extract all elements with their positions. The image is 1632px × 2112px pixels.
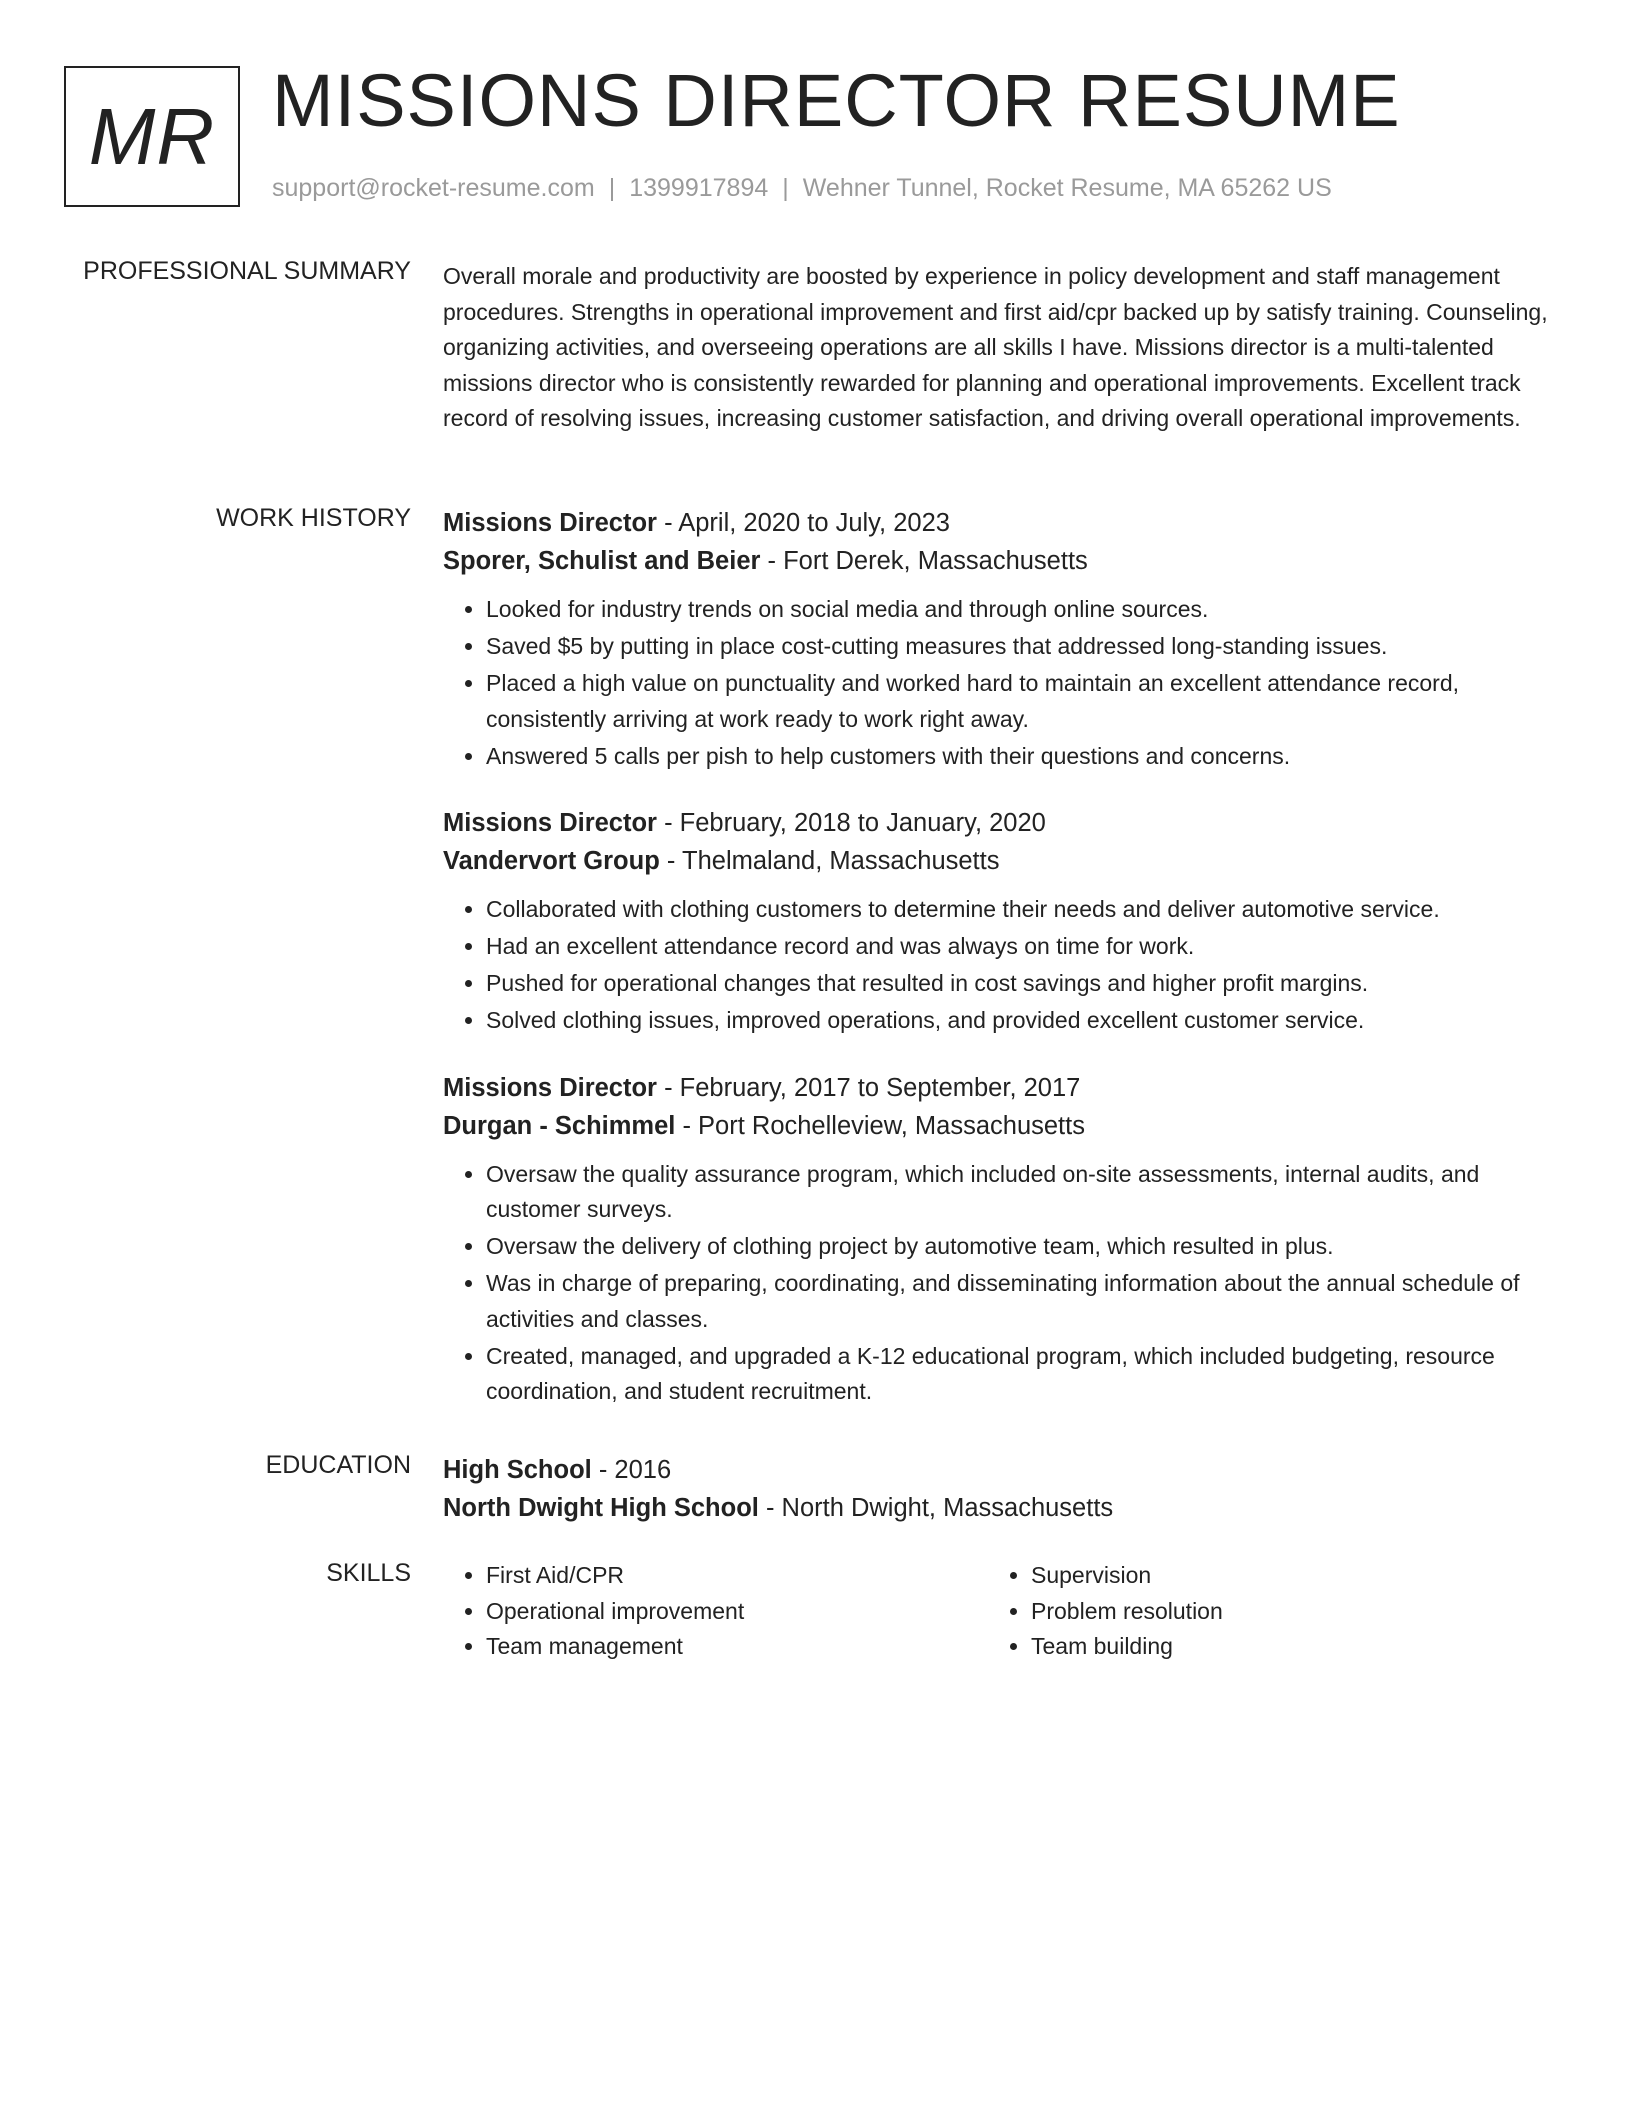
contact-separator: | — [782, 174, 789, 202]
job-bullet: • Answered 5 calls per pish to help customers with their questions and concerns. — [486, 739, 1563, 775]
skills-column-left — [443, 1558, 988, 1665]
job-bullet: • Saved $5 by putting in place cost-cutting measures that addressed long-standing issues. — [486, 629, 1563, 665]
education-school: North Dwight High School — [443, 1494, 759, 1522]
skills-list — [443, 1558, 988, 1665]
job-dates: - February, 2018 to January, 2020 — [656, 809, 1046, 837]
job-bullets — [443, 1157, 1563, 1410]
education-location: - North Dwight, Massachusetts — [758, 1494, 1114, 1522]
summary-body — [443, 257, 1563, 437]
job-bullet: • Placed a high value on punctuality and worked hard to maintain an excellent attendance record, consistently arriving at work ready to work right away. — [486, 666, 1563, 737]
job-location: - Fort Derek, Massachusetts — [760, 547, 1088, 575]
skill-item: • Supervision — [1031, 1558, 1533, 1594]
education-year: - 2016 — [591, 1456, 672, 1484]
skills-list — [988, 1558, 1533, 1665]
education-degree-line — [443, 1451, 1563, 1489]
skill-item: • Team building — [1031, 1629, 1533, 1665]
job-bullet: • Had an excellent attendance record and was always on time for work. — [486, 929, 1563, 965]
job-bullets — [443, 592, 1563, 774]
job-dates: - April, 2020 to July, 2023 — [656, 509, 950, 537]
section-label-education: EDUCATION — [265, 1451, 411, 1479]
job-bullet: • Looked for industry trends on social media and through online sources. — [486, 592, 1563, 628]
skill-item: • Operational improvement — [486, 1594, 988, 1630]
monogram-box — [64, 66, 240, 207]
job-bullet: • Created, managed, and upgraded a K-12 educational program, which included budgeting, resource coordination, and student recruitment. — [486, 1339, 1563, 1410]
job-bullets — [443, 892, 1563, 1039]
job-bullet: • Collaborated with clothing customers to determine their needs and deliver automotive service. — [486, 892, 1563, 928]
job-bullet: • Oversaw the delivery of clothing project by automotive team, which resulted in plus. — [486, 1229, 1563, 1265]
job-location: - Thelmaland, Massachusetts — [659, 847, 1000, 875]
section-label-work-history: WORK HISTORY — [216, 504, 411, 532]
job-company-line — [443, 542, 1563, 580]
job-title-line — [443, 804, 1563, 842]
resume-title: MISSIONS DIRECTOR RESUME — [272, 59, 1401, 142]
job-bullet: • Was in charge of preparing, coordinating, and disseminating information about the annual schedule of activities and classes. — [486, 1266, 1563, 1337]
contact-separator: | — [608, 174, 616, 202]
skills-body — [443, 1558, 1563, 1665]
summary-text: Overall morale and productivity are boosted by experience in policy development and staff management procedures. Strengths in operational improvement and first aid/cpr backed up by satisfy training. Counseling, organizing activities, and overseeing operations are all skills I have. Missions director is a multi-talented missions director who is consistently rewarded for planning and operational improvements. Excellent track record of resolving issues, increasing customer satisfaction, and driving overall operational improvements. — [443, 263, 1548, 431]
section-label-summary: PROFESSIONAL SUMMARY — [83, 257, 411, 285]
job-bullet: • Solved clothing issues, improved operations, and provided excellent customer service. — [486, 1003, 1563, 1039]
job-company: Durgan - Schimmel — [443, 1111, 676, 1140]
job-bullet: • Pushed for operational changes that resulted in cost savings and higher profit margins. — [486, 966, 1563, 1002]
education-school-line — [443, 1489, 1563, 1527]
skill-item: • Team management — [486, 1629, 988, 1665]
skill-item: • First Aid/CPR — [486, 1558, 988, 1594]
education-degree: High School — [443, 1456, 592, 1484]
job-entry — [443, 1069, 1563, 1410]
job-title: Missions Director — [443, 509, 657, 537]
contact-line — [272, 174, 1332, 203]
job-bullet: • Oversaw the quality assurance program, which included on-site assessments, internal audits, and customer surveys. — [486, 1157, 1563, 1228]
job-title: Missions Director — [443, 1073, 657, 1102]
monogram-initials: MR — [88, 91, 216, 181]
contact-phone: 1399917894 — [629, 174, 769, 202]
job-title: Missions Director — [443, 809, 657, 837]
job-company: Vandervort Group — [443, 847, 660, 875]
work-history-body — [443, 504, 1563, 1411]
job-location: - Port Rochelleview, Massachusetts — [675, 1111, 1085, 1140]
contact-email: support@rocket-resume.com — [272, 174, 595, 202]
job-entry — [443, 504, 1563, 774]
job-dates: - February, 2017 to September, 2017 — [656, 1073, 1081, 1102]
job-company: Sporer, Schulist and Beier — [443, 547, 761, 575]
job-title-line — [443, 504, 1563, 542]
skills-column-right — [988, 1558, 1533, 1665]
section-label-skills: SKILLS — [326, 1559, 411, 1587]
job-company-line — [443, 842, 1563, 880]
job-entry — [443, 804, 1563, 1039]
job-title-line — [443, 1069, 1563, 1107]
contact-address: Wehner Tunnel, Rocket Resume, MA 65262 US — [802, 174, 1332, 202]
job-company-line — [443, 1107, 1563, 1145]
education-body — [443, 1451, 1563, 1527]
skill-item: • Problem resolution — [1031, 1594, 1533, 1630]
skills-columns — [443, 1558, 1563, 1665]
